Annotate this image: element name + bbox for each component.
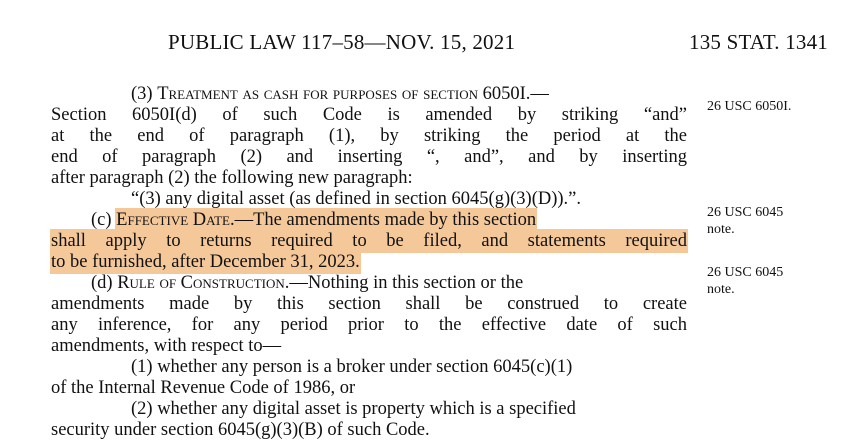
margin-note-usc-6045-c: 26 USC 6045	[707, 205, 784, 220]
subsection-c-heading: Effective Date.	[116, 210, 235, 230]
page-header-title: PUBLIC LAW 117–58—NOV. 15, 2021	[168, 30, 516, 54]
paragraph-3-line: Section 6050I(d) of such Code is amended by striking “and”	[51, 105, 687, 125]
subsection-c-text: —The amendments made by this section	[234, 210, 537, 230]
page-header-stat: 135 STAT. 1341	[689, 30, 828, 54]
paragraph-3-line: after paragraph (2) the following new paragraph:	[51, 168, 413, 188]
margin-note-note-d: note.	[707, 282, 735, 297]
subsection-d-text: —Nothing in this section or the	[289, 273, 524, 293]
subsection-d-line: any inference, for any period prior to the effective date of such	[51, 315, 687, 335]
statute-body	[51, 84, 687, 441]
margin-note-usc-6045-d: 26 USC 6045	[707, 265, 784, 280]
paragraph-3-heading: Treatment as cash for purposes of section 6050I.	[157, 84, 531, 104]
subsection-c-line	[51, 252, 687, 273]
subsection-d-number: (d)	[91, 273, 113, 293]
subsection-c-line	[51, 231, 687, 252]
subsection-d-line: amendments made by this section shall be construed to create	[51, 294, 687, 314]
subsection-c-heading-line	[51, 210, 687, 231]
subsection-d-heading: Rule of Construction.	[117, 273, 290, 293]
subsection-d-item-2-cont: security under section 6045(g)(3)(B) of such Code.	[51, 420, 430, 440]
subsection-d-line: amendments, with respect to—	[51, 336, 282, 356]
paragraph-3-line: at the end of paragraph (1), by striking the period at the	[51, 126, 687, 146]
paragraph-3-number: (3)	[131, 84, 153, 104]
margin-note-usc-6050i: 26 USC 6050I.	[707, 99, 792, 114]
subsection-d-item-1: (1) whether any person is a broker under section 6045(c)(1)	[131, 357, 573, 377]
paragraph-3-line: end of paragraph (2) and inserting “, and”, and by inserting	[51, 147, 687, 167]
subsection-c-number: (c)	[91, 210, 112, 230]
subsection-d-item-2: (2) whether any digital asset is property which is a specified	[131, 399, 576, 419]
highlight-effective-date: shall apply to returns required to be filed, and statements required	[51, 231, 687, 251]
highlight-effective-date	[116, 209, 536, 231]
subsection-d-heading-line	[51, 273, 687, 294]
subsection-d-item-1-cont: of the Internal Revenue Code of 1986, or	[51, 378, 356, 398]
paragraph-3-heading-line	[51, 84, 687, 105]
margin-note-note-c: note.	[707, 222, 735, 237]
paragraph-3-dash: —	[530, 84, 549, 104]
inserted-paragraph-quote: “(3) any digital asset (as defined in section 6045(g)(3)(D)).”.	[131, 189, 582, 209]
highlight-effective-date: to be furnished, after December 31, 2023.	[51, 252, 360, 272]
